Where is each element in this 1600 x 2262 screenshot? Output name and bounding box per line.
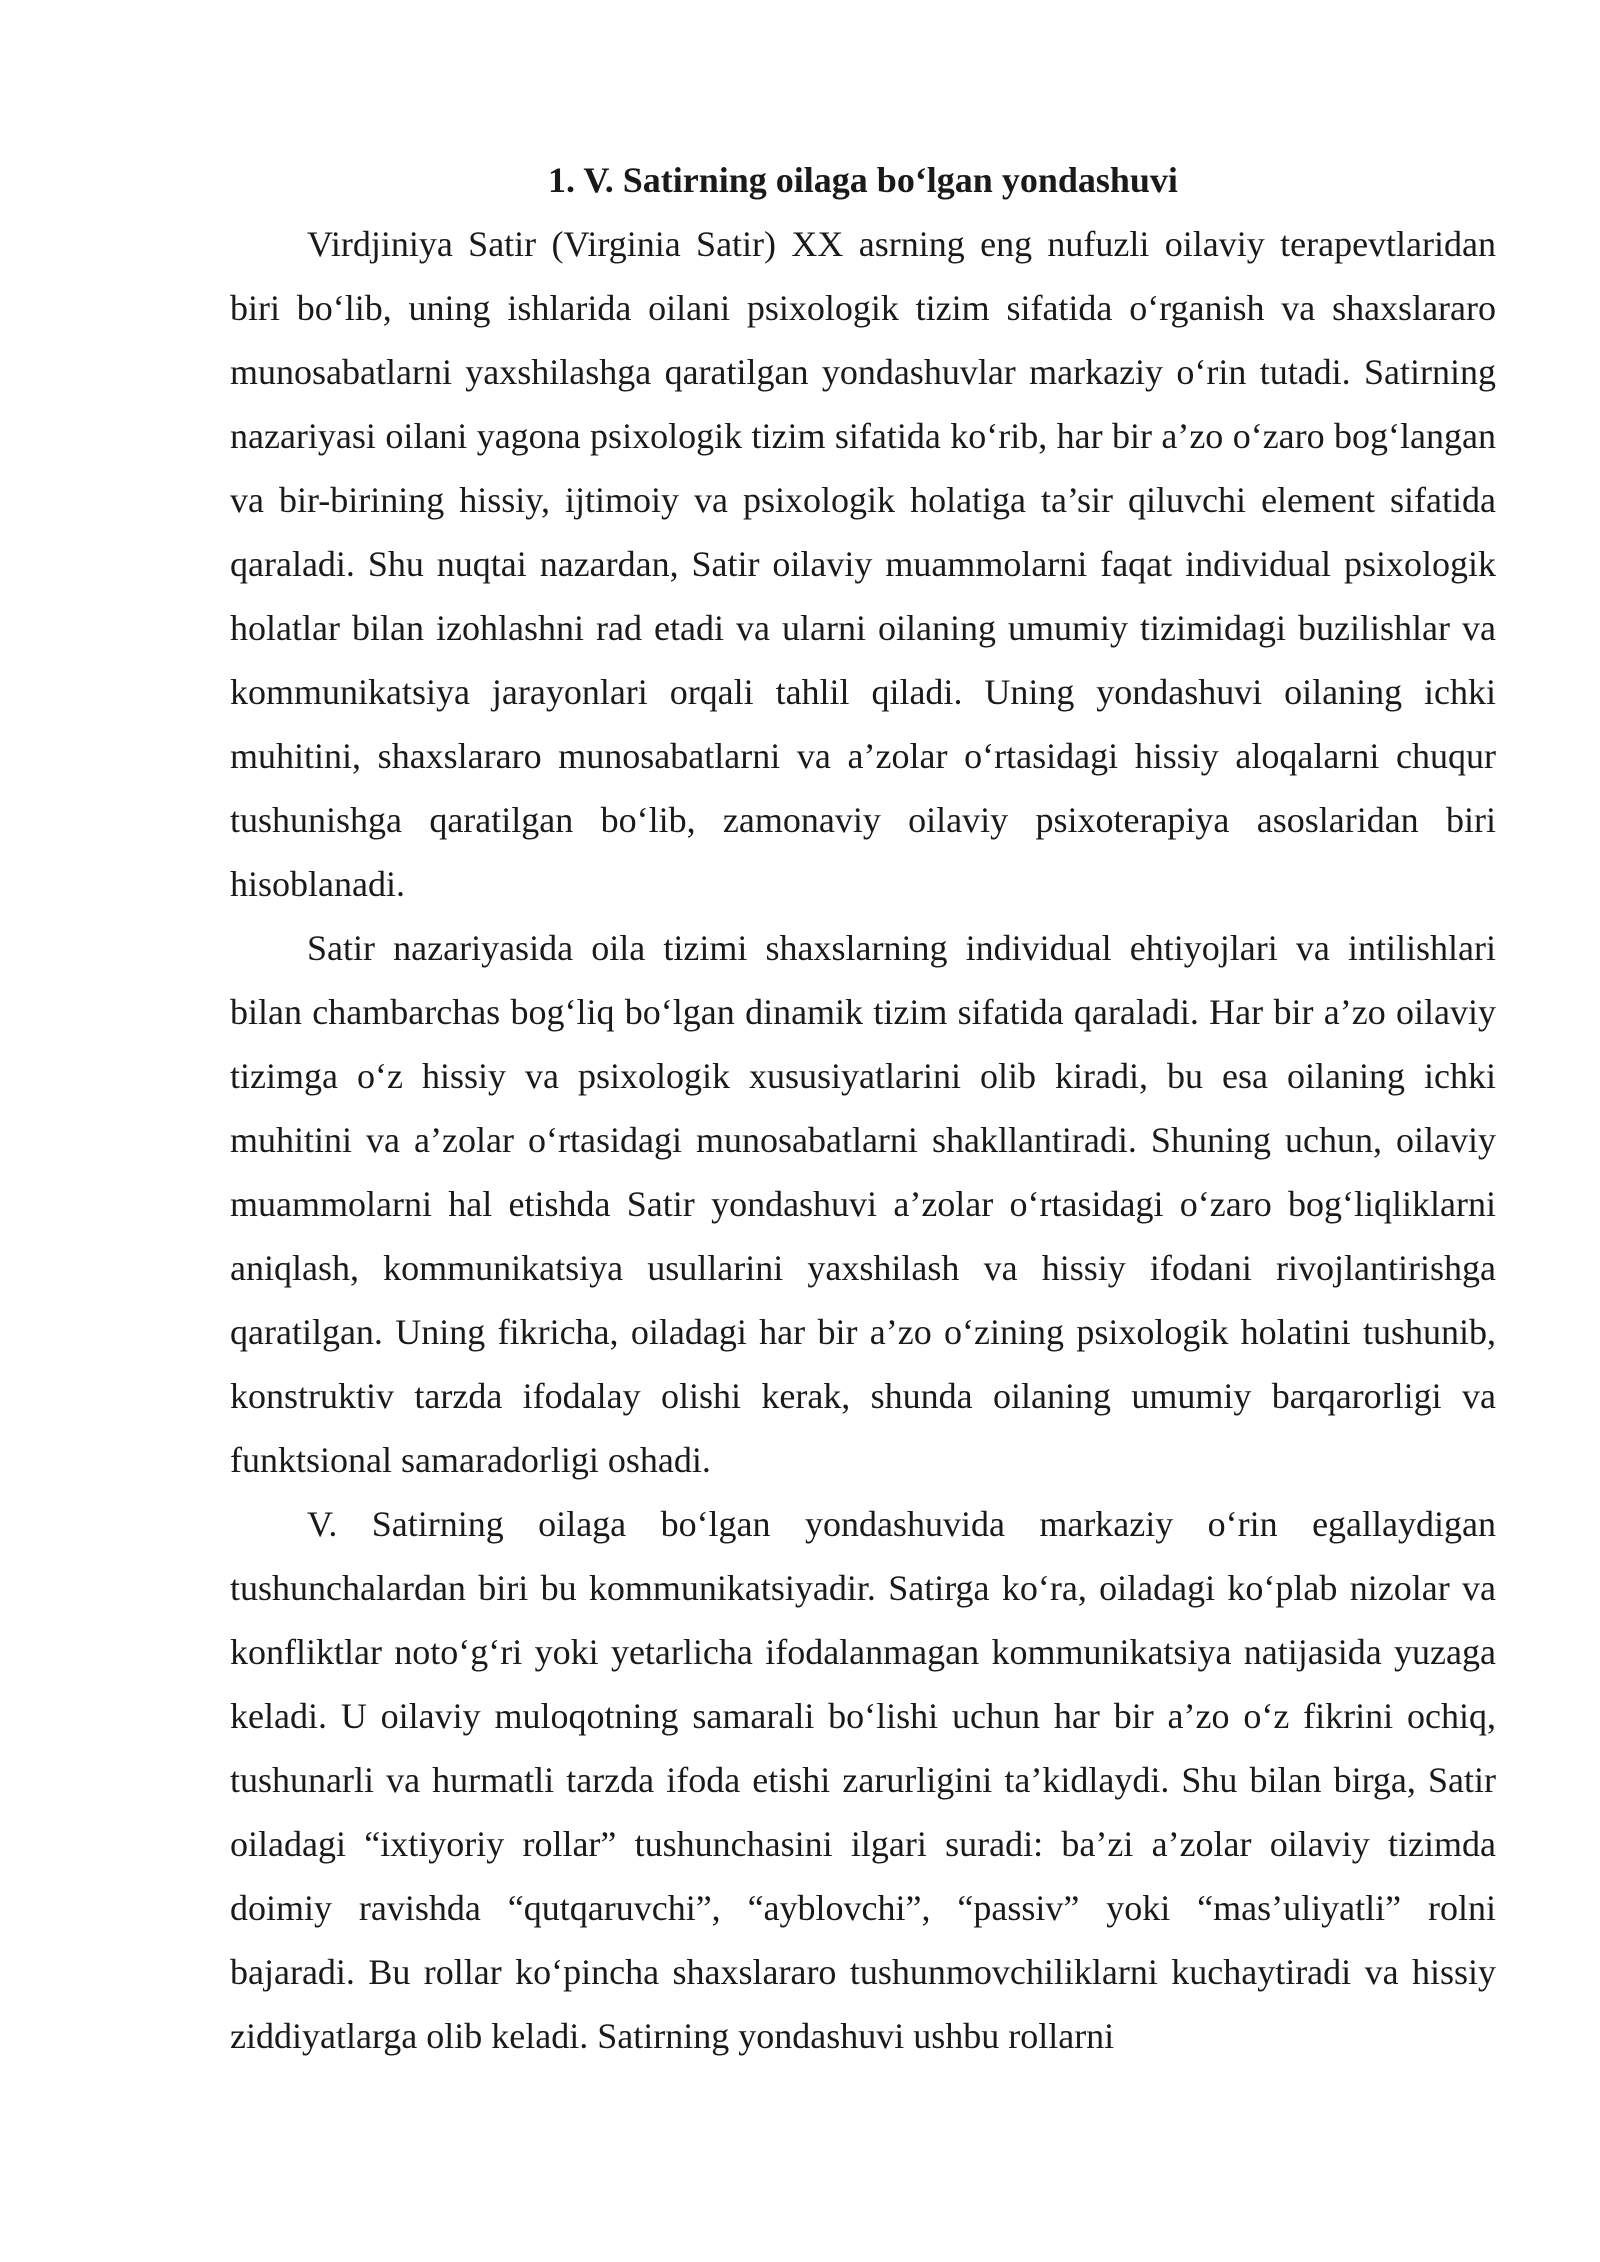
paragraph-3: V. Satirning oilaga bo‘lgan yondashuvida markaziy o‘rin egallaydigan tushunchalardan biri bu kommunikatsiyadir. Satirga ko‘ra, oiladagi ko‘plab nizolar va konfliktlar noto‘g‘ri yoki yetarlicha ifodalanmagan kommunikatsiya natijasida yuzaga keladi. U oilaviy muloqotning samarali bo‘lishi uchun har bir a’zo o‘z fikrini ochiq, tushunarli va hurmatli tarzda ifoda etishi zarurligini ta’kidlaydi. Shu bilan birga, Satir oiladagi “ixtiyoriy rollar” tushunchasini ilgari suradi: ba’zi a’zolar oilaviy tizimda doimiy ravishda “qutqaruvchi”, “ayblovchi”, “passiv” yoki “mas’uliyatli” rolni bajaradi. Bu rollar ko‘pincha shaxslararo tushunmovchiliklarni kuchaytiradi va hissiy ziddiyatlarga olib keladi. Satirning yondashuvi ushbu rollarni (230, 1504, 1496, 2056)
document-body (230, 148, 1496, 2068)
paragraph-1: Virdjiniya Satir (Virginia Satir) XX asrning eng nufuzli oilaviy terapevtlaridan biri bo‘lib, uning ishlarida oilani psixologik tizim sifatida o‘rganish va shaxslararo munosabatlarni yaxshilashga qaratilgan yondashuvlar markaziy o‘rin tutadi. Satirning nazariyasi oilani yagona psixologik tizim sifatida ko‘rib, har bir a’zo o‘zaro bog‘langan va bir-birining hissiy, ijtimoiy va psixologik holatiga ta’sir qiluvchi element sifatida qaraladi. Shu nuqtai nazardan, Satir oilaviy muammolarni faqat individual psixologik holatlar bilan izohlashni rad etadi va ularni oilaning umumiy tizimidagi buzilishlar va kommunikatsiya jarayonlari orqali tahlil qiladi. Uning yondashuvi oilaning ichki muhitini, shaxslararo munosabatlarni va a’zolar o‘rtasidagi hissiy aloqalarni chuqur tushunishga qaratilgan bo‘lib, zamonaviy oilaviy psixoterapiya asoslaridan biri hisoblanadi. (230, 224, 1496, 904)
section-heading: 1. V. Satirning oilaga bo‘lgan yondashuvi (548, 160, 1178, 200)
paragraph-2: Satir nazariyasida oila tizimi shaxslarning individual ehtiyojlari va intilishlari bilan chambarchas bog‘liq bo‘lgan dinamik tizim sifatida qaraladi. Har bir a’zo oilaviy tizimga o‘z hissiy va psixologik xususiyatlarini olib kiradi, bu esa oilaning ichki muhitini va a’zolar o‘rtasidagi munosabatlarni shakllantiradi. Shuning uchun, oilaviy muammolarni hal etishda Satir yondashuvi a’zolar o‘rtasidagi o‘zaro bog‘liqliklarni aniqlash, kommunikatsiya usullarini yaxshilash va hissiy ifodani rivojlantirishga qaratilgan. Uning fikricha, oiladagi har bir a’zo o‘zining psixologik holatini tushunib, konstruktiv tarzda ifodalay olishi kerak, shunda oilaning umumiy barqarorligi va funktsional samaradorligi oshadi. (230, 928, 1496, 1480)
